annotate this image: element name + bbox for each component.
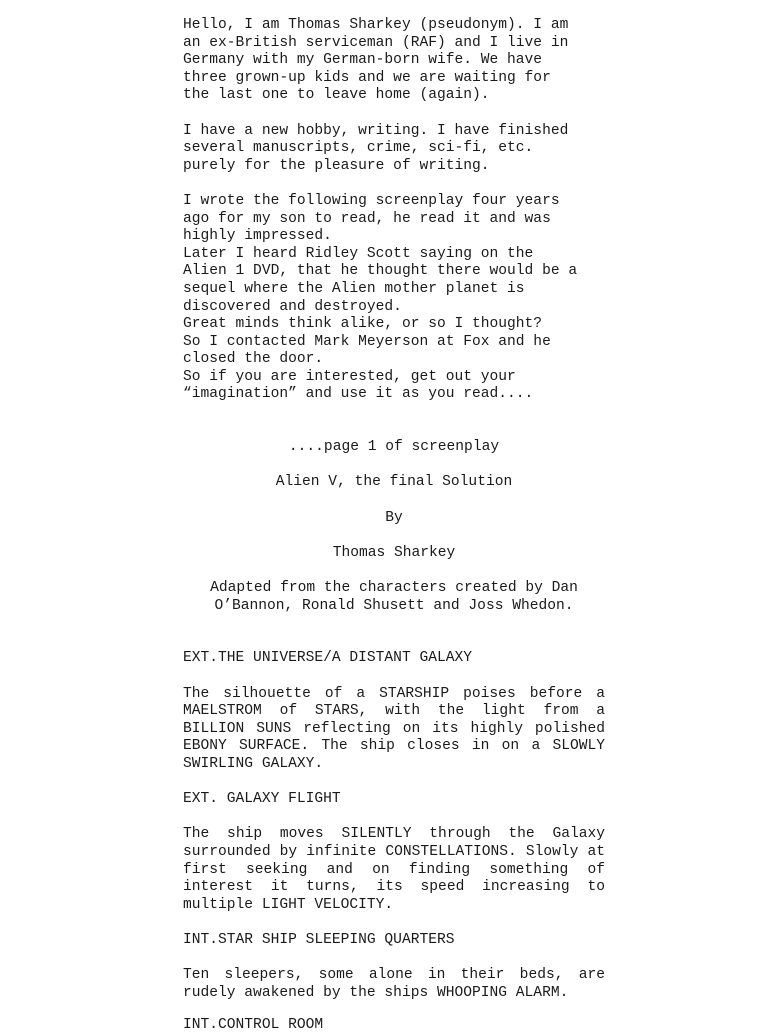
page-marker: ....page 1 of screenplay <box>288 439 500 456</box>
spacer <box>183 633 605 651</box>
intro-paragraph-2: I have a new hobby, writing. I have finished several manuscripts, crime, sci-fi, etc. purely for the pleasure of writing. <box>183 122 569 174</box>
intro-paragraph-1: Hello, I am Thomas Sharkey (pseudonym). I am an ex-British serviceman (RAF) and I live in Germany with my German-born wife. We have three grown-up kids and we are waiting for the last one to leave home (again). <box>183 17 569 104</box>
intro-paragraph-3b: Later I heard Ridley Scott saying on the Alien 1 DVD, that he thought there would be a sequel where the Alien mother planet is discovered and destroyed. <box>183 245 578 315</box>
scene-heading-3: INT.STAR SHIP SLEEPING QUARTERS <box>183 931 455 948</box>
adaptation-credit: Adapted from the characters created by Dan O’Bannon, Ronald Shusett and Joss Whedon. <box>210 580 578 614</box>
scene-action-1: The silhouette of a STARSHIP poises before a MAELSTROM of STARS, with the light from a BILLION SUNS reflecting on its highly polished EBONY SURFACE. The ship closes in on a SLOWLY SWIRLING GALAXY. <box>183 685 605 772</box>
intro-paragraph-3a: I wrote the following screenplay four years ago for my son to read, he read it and was highly impressed. <box>183 192 560 245</box>
scene-heading-1: EXT.THE UNIVERSE/A DISTANT GALAXY <box>183 650 473 667</box>
spacer <box>183 422 605 440</box>
intro-paragraph-3c: Great minds think alike, or so I thought? <box>183 316 543 333</box>
document-page <box>183 17 605 1020</box>
scene-action-3: Ten sleepers, some alone in their beds, are rudely awakened by the ships WHOOPING ALARM. <box>183 967 605 1001</box>
scene-heading-2: EXT. GALAXY FLIGHT <box>183 791 341 808</box>
scene-heading-4: INT.CONTROL ROOM <box>183 1017 324 1033</box>
screenplay-title: Alien V, the final Solution <box>275 474 513 491</box>
intro-paragraph-3d: So I contacted Mark Meyerson at Fox and he closed the door. <box>183 333 551 368</box>
scene-action-2: The ship moves SILENTLY through the Galaxy surrounded by infinite CONSTELLATIONS. Slowly at first seeking and on finding something of interest it turns, its speed increasing to multiple LIGHT VELOCITY. <box>183 826 605 913</box>
intro-paragraph-3e: So if you are interested, get out your “imagination” and use it as you read.... <box>183 368 534 403</box>
by-line: By <box>385 509 403 526</box>
author-name: Thomas Sharkey <box>332 544 456 561</box>
